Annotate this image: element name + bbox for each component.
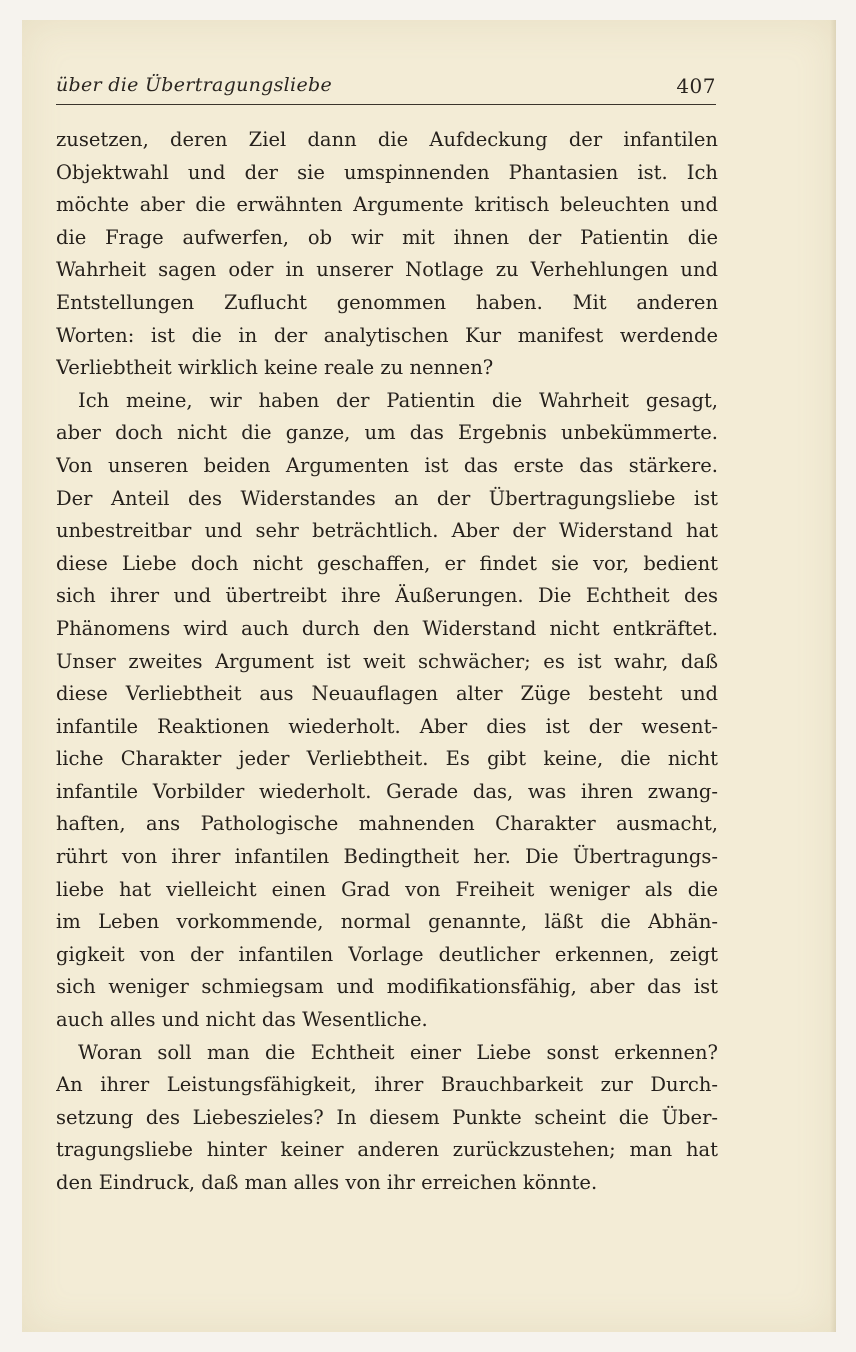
text-line: möchte aber die erwähnten Argumente kritisch beleuchten und <box>56 193 718 217</box>
text-line: sich ihrer und übertreibt ihre Äußerungen. Die Echtheit des <box>56 584 718 608</box>
text-line: Verliebtheit wirklich keine reale zu nennen? <box>56 356 494 380</box>
text-line: auch alles und nicht das Wesentliche. <box>56 1008 428 1032</box>
text-line: den Eindruck, daß man alles von ihr erreichen könnte. <box>56 1171 598 1194</box>
text-line: diese Liebe doch nicht geschaffen, er findet sie vor, bedient <box>56 551 718 575</box>
text-line: Ich meine, wir haben der Patientin die Wahrheit gesagt, <box>78 388 718 412</box>
paragraph-3 <box>56 1037 718 1200</box>
text-line: aber doch nicht die ganze, um das Ergebnis unbekümmerte. <box>56 421 718 445</box>
text-line: unbestreitbar und sehr beträchtlich. Aber der Widerstand hat <box>56 519 718 543</box>
body-text <box>56 124 718 1200</box>
text-line: Entstellungen Zuflucht genommen haben. Mit anderen <box>56 290 718 314</box>
text-line: tragungsliebe hinter keiner anderen zurückzustehen; man hat <box>56 1138 718 1162</box>
text-line: liche Charakter jeder Verliebtheit. Es gibt keine, die nicht <box>56 747 718 771</box>
text-line: im Leben vorkommende, normal genannte, läßt die Abhän- <box>56 910 718 934</box>
text-line: liebe hat vielleicht einen Grad von Freiheit weniger als die <box>56 877 718 901</box>
text-line: Wahrheit sagen oder in unserer Notlage zu Verhehlungen und <box>56 258 718 282</box>
text-line: Von unseren beiden Argumenten ist das erste das stärkere. <box>56 453 718 477</box>
running-head-title: über die Übertragungsliebe <box>56 74 332 96</box>
text-line: sich weniger schmiegsam und modifikationsfähig, aber das ist <box>56 975 718 999</box>
text-line: infantile Reaktionen wiederholt. Aber dies ist der wesent- <box>56 714 718 738</box>
paragraph-1 <box>56 124 718 385</box>
text-line: die Frage aufwerfen, ob wir mit ihnen der Patientin die <box>56 225 718 249</box>
page-number: 407 <box>676 74 716 98</box>
text-line: setzung des Liebeszieles? In diesem Punkte scheint die Über- <box>56 1105 718 1129</box>
text-line: infantile Vorbilder wiederholt. Gerade das, was ihren zwang- <box>56 779 718 803</box>
text-line: zusetzen, deren Ziel dann die Aufdeckung der infantilen <box>56 128 718 151</box>
text-line: Unser zweites Argument ist weit schwächer; es ist wahr, daß <box>56 649 718 673</box>
text-line: Worten: ist die in der analytischen Kur manifest werdende <box>56 323 718 347</box>
text-line: Der Anteil des Widerstandes an der Übertragungsliebe ist <box>56 486 718 510</box>
text-line: diese Verliebtheit aus Neuauflagen alter Züge besteht und <box>56 682 718 706</box>
text-line: Objektwahl und der sie umspinnenden Phantasien ist. Ich <box>56 160 718 184</box>
text-line: haften, ans Pathologische mahnenden Charakter ausmacht, <box>56 812 718 836</box>
running-head <box>56 74 716 106</box>
text-line: Phänomens wird auch durch den Widerstand nicht entkräftet. <box>56 616 718 640</box>
paragraph-2 <box>56 385 718 1037</box>
text-line: rührt von ihrer infantilen Bedingtheit her. Die Übertragungs- <box>56 845 718 869</box>
text-line: Woran soll man die Echtheit einer Liebe sonst erkennen? <box>78 1040 718 1064</box>
text-line: An ihrer Leistungsfähigkeit, ihrer Brauchbarkeit zur Durch- <box>56 1073 718 1097</box>
page-edge-shadow <box>830 20 836 1332</box>
header-rule <box>56 104 716 105</box>
text-line: gigkeit von der infantilen Vorlage deutlicher erkennen, zeigt <box>56 942 718 966</box>
